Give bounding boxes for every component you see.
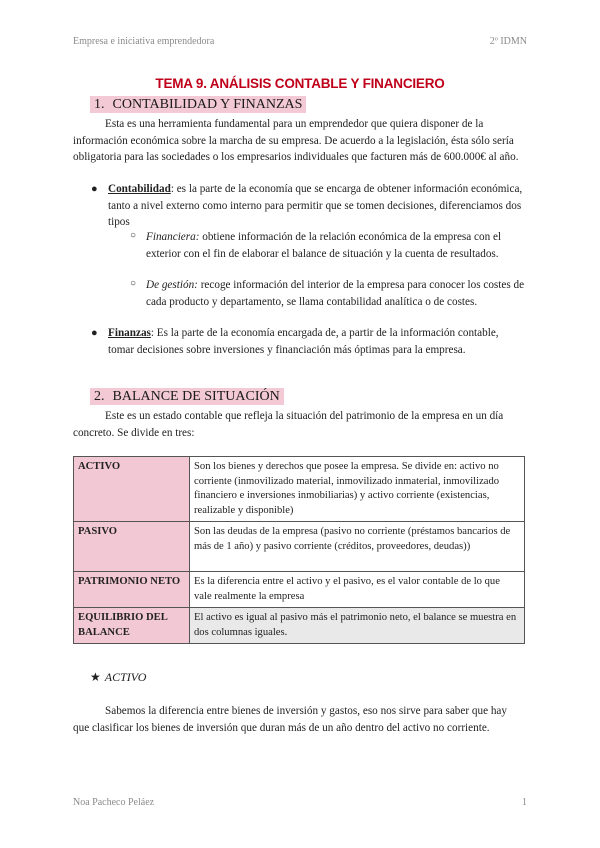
activo-label: ACTIVO	[104, 670, 147, 684]
header-subject: Empresa e iniciativa emprendedora	[73, 36, 215, 47]
section-number: 2.	[94, 389, 105, 404]
page-footer	[73, 797, 527, 808]
activo-paragraph: Sabemos la diferencia entre bienes de inversión y gastos, eso nos sirve para saber que hay que clasificar los bienes de inversión que duran más de un año dentro del activo no corriente.	[73, 705, 507, 734]
section2-intro: Este es un estado contable que refleja la situación del patrimonio de la empresa en un día concreto. Se divide en tres:	[73, 410, 504, 439]
balance-table	[73, 456, 525, 644]
circle-bullet-icon: ○	[130, 278, 137, 289]
star-icon: ★	[90, 670, 101, 684]
row-key: PATRIMONIO NETO	[74, 572, 190, 608]
bullet-icon: ●	[91, 327, 98, 339]
row-key: EQUILIBRIO DEL BALANCE	[74, 608, 190, 644]
document-title: TEMA 9. ANÁLISIS CONTABLE Y FINANCIERO	[155, 76, 445, 91]
bullet-icon: ●	[91, 183, 98, 195]
table-row	[74, 608, 525, 644]
row-value: El activo es igual al pasivo más el patrimonio neto, el balance se muestra en dos columnas iguales.	[190, 608, 525, 644]
term-finanzas: Finanzas	[108, 327, 151, 339]
row-value: Es la diferencia entre el activo y el pasivo, es el valor contable de lo que vale realmente la empresa	[190, 572, 525, 608]
term-contabilidad: Contabilidad	[108, 183, 171, 195]
financiera-text: obtiene información de la relación económica de la empresa con el exterior con el fin de elaborar el balance de situación y la cuenta de resultados.	[146, 231, 502, 260]
footer-author: Noa Pacheco Peláez	[73, 797, 155, 808]
table-row	[74, 457, 525, 522]
bullet-finanzas	[108, 325, 525, 358]
row-key: PASIVO	[74, 522, 190, 572]
finanzas-text: : Es la parte de la economía encargada de, a partir de la información contable, tomar decisiones sobre inversiones y financiación más óptimas para la empresa.	[108, 327, 499, 356]
section-heading-balance	[90, 388, 284, 405]
page-header	[73, 36, 527, 47]
sub-bullet-gestion	[146, 277, 525, 310]
term-gestion: De gestión:	[146, 279, 198, 291]
gestion-text: recoge información del interior de la empresa para conocer los costes de cada producto y departamento, se llama contabilidad analítica o de costes.	[146, 279, 525, 308]
section-heading-contabilidad	[90, 96, 306, 113]
row-key: ACTIVO	[74, 457, 190, 522]
bullet-contabilidad	[108, 181, 525, 231]
table-row	[74, 572, 525, 608]
header-course: 2º IDMN	[489, 36, 527, 47]
row-value: Son las deudas de la empresa (pasivo no corriente (préstamos bancarios de más de 1 año) y pasivo corriente (créditos, proveedores, deudas))	[190, 522, 525, 572]
table-row	[74, 522, 525, 572]
section-number: 1.	[94, 97, 105, 112]
section1-intro: Esta es una herramienta fundamental para un emprendedor que quiera disponer de la información económica sobre la marcha de su empresa. De acuerdo a la legislación, ésta sólo sería obligatoria para las sociedades o los empresarios individuales que facturen más de 600.000€ al año.	[73, 118, 519, 163]
row-value: Son los bienes y derechos que posee la empresa. Se divide en: activo no corriente (inmovilizado material, inmovilizado inmaterial, inmovilizado financiero e inversiones inmobiliarias) y activo corriente (existencias, realizable y disponible)	[190, 457, 525, 522]
activo-heading	[90, 670, 146, 685]
contabilidad-text: : es la parte de la economía que se encarga de obtener información económica, tanto a nivel externo como interno para permitir que se tomen decisiones, diferenciamos dos tipos	[108, 183, 523, 228]
section-title: BALANCE DE SITUACIÓN	[112, 389, 280, 404]
term-financiera: Financiera:	[146, 231, 200, 243]
circle-bullet-icon: ○	[130, 230, 137, 241]
section-title: CONTABILIDAD Y FINANZAS	[112, 97, 303, 112]
page-number: 1	[522, 797, 527, 808]
sub-bullet-financiera	[146, 229, 525, 262]
